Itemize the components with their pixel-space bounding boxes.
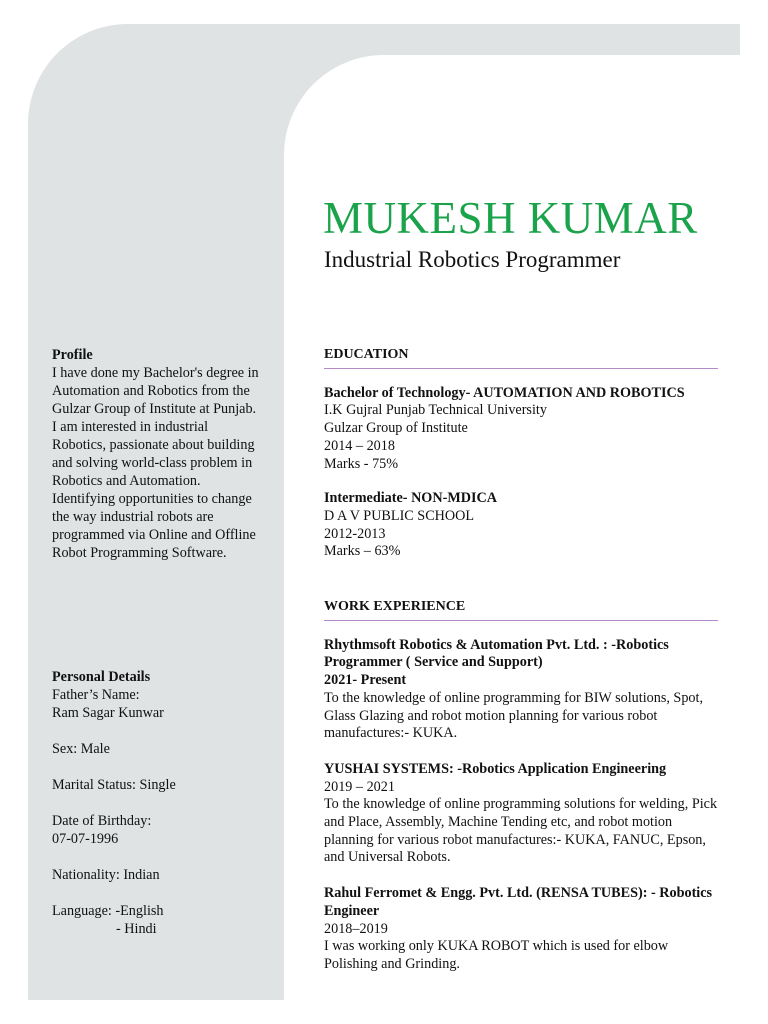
dob-value: 07-07-1996 bbox=[52, 831, 119, 847]
marital-status: Marital Status: Single bbox=[52, 777, 176, 793]
edu-1-line: 2014 – 2018 bbox=[324, 437, 395, 454]
edu-1-degree: Bachelor of Technology- AUTOMATION AND ROBOTICS bbox=[324, 384, 685, 401]
personal-heading: Personal Details bbox=[52, 669, 151, 685]
education-heading: EDUCATION bbox=[324, 346, 718, 369]
edu-2-line: Marks – 63% bbox=[324, 543, 401, 560]
dob-label: Date of Birthday: bbox=[52, 813, 152, 829]
edu-2-line: 2012-2013 bbox=[324, 525, 386, 542]
edu-2-degree: Intermediate- NON-MDICA bbox=[324, 490, 497, 507]
sex: Sex: Male bbox=[52, 741, 110, 757]
work-section bbox=[324, 598, 718, 974]
work-1-period: 2021- Present bbox=[324, 672, 407, 689]
father-value: Ram Sagar Kunwar bbox=[52, 705, 164, 721]
profile-text: I have done my Bachelor's degree in Automation and Robotics from the Gulzar Group of Institute at Punjab. I am interested in industrial Robotics, passionate about building and solving world-class problem in Robotics and Automation. Identifying opportunities to change the way industrial robots are programmed via Online and Offline Robot Programming Software. bbox=[52, 365, 259, 561]
edu-2-line: D A V PUBLIC SCHOOL bbox=[324, 507, 475, 524]
edu-1-line: I.K Gujral Punjab Technical University bbox=[324, 402, 547, 419]
edu-1-line: Gulzar Group of Institute bbox=[324, 420, 468, 437]
work-2-period: 2019 – 2021 bbox=[324, 778, 395, 795]
profile-heading: Profile bbox=[52, 347, 93, 363]
personal-details-section bbox=[52, 668, 264, 938]
work-1-title: Rhythmsoft Robotics & Automation Pvt. Ltd. : -Robotics Programmer ( Service and Support) bbox=[324, 636, 669, 671]
work-3-title: Rahul Ferromet & Engg. Pvt. Ltd. (RENSA TUBES): - Robotics Engineer bbox=[324, 885, 713, 919]
language-1: Language: -English bbox=[52, 903, 164, 919]
father-label: Father’s Name: bbox=[52, 687, 140, 703]
work-3-desc: I was working only KUKA ROBOT which is used for elbow Polishing and Grinding. bbox=[324, 938, 669, 972]
nationality: Nationality: Indian bbox=[52, 867, 160, 883]
work-1-desc: To the knowledge of online programming for BIW solutions, Spot, Glass Glazing and robot motion planning for various robot manufactures:- KUKA. bbox=[324, 689, 704, 742]
profile-section bbox=[52, 346, 264, 562]
edu-1-line: Marks - 75% bbox=[324, 455, 399, 472]
candidate-title: Industrial Robotics Programmer bbox=[324, 247, 621, 272]
work-2-desc: To the knowledge of online programming solutions for welding, Pick and Place, Assembly, Machine Tending etc, and robot motion planning for various robot manufactures:- KUKA, FANUC, Epson, and Universal Robots. bbox=[324, 796, 718, 866]
work-3-period: 2018–2019 bbox=[324, 920, 388, 937]
work-heading: WORK EXPERIENCE bbox=[324, 598, 718, 621]
work-2-title: YUSHAI SYSTEMS: -Robotics Application Engineering bbox=[324, 760, 667, 777]
candidate-name: MUKESH KUMAR bbox=[323, 193, 698, 243]
education-section bbox=[324, 346, 718, 561]
language-2: - Hindi bbox=[116, 921, 157, 937]
